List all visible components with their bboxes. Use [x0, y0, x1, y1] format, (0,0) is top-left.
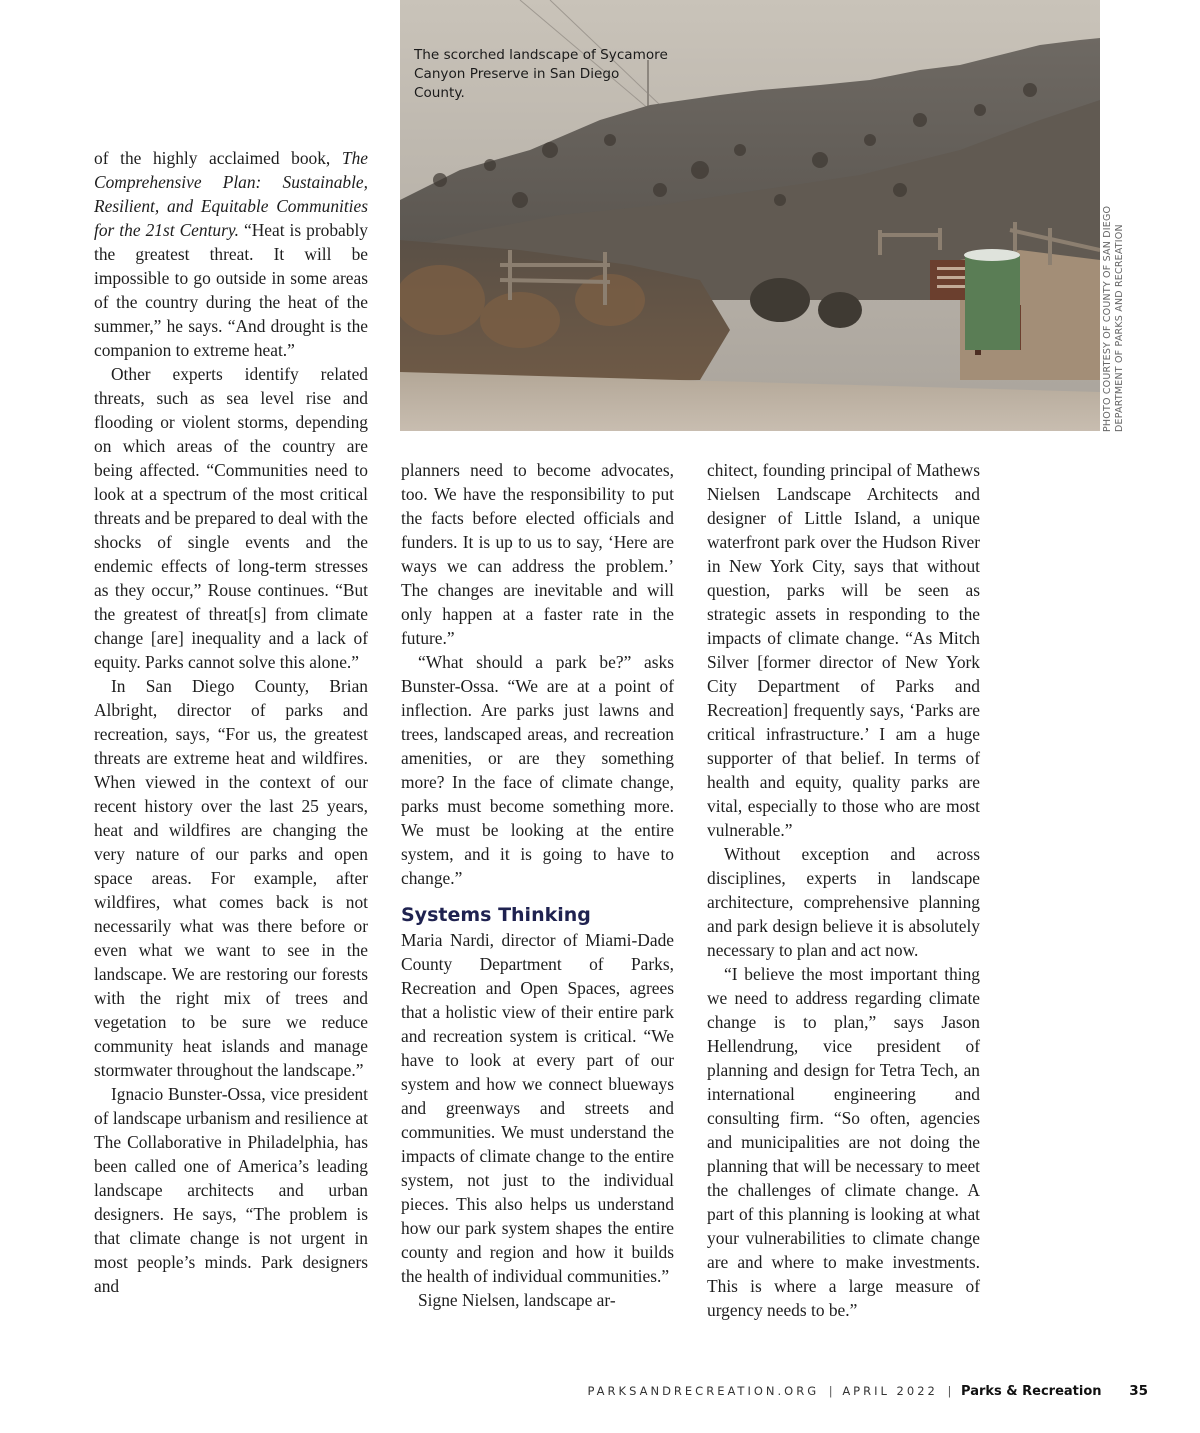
separator: | [947, 1384, 952, 1398]
paragraph [94, 146, 368, 362]
separator: | [828, 1384, 833, 1398]
text: “Heat is probably the greatest threat. It will be impossible to go outside in some areas of the country during the heat of the summer,” he says. “And drought is the companion to extreme heat.” [94, 220, 368, 360]
paragraph: In San Diego County, Brian Albright, director of parks and recreation, says, “For us, the greatest threats are extreme heat and wildfires. When viewed in the context of our recent history over the last 25 years, heat and wildfires are changing the very nature of our parks and open space areas. For example, after wildfires, what comes back is not necessarily what was there before or even what we want to see in the landscape. We are restoring our forests with the right mix of trees and vegetation to be sure we reduce community heat islands and manage stormwater throughout the landscape.” [94, 676, 368, 1080]
website-url: PARKSANDRECREATION.ORG [587, 1384, 820, 1398]
page-footer [587, 1383, 1148, 1399]
photo-caption: The scorched landscape of Sycamore Canyon Preserve in San Diego County. [414, 47, 668, 101]
article-photo [400, 0, 1100, 431]
photo-credit: PHOTO COURTESY OF COUNTY OF SAN DIEGO DEPARTMENT OF PARKS AND RECREATION [1102, 205, 1125, 432]
paragraph: Ignacio Bunster-Ossa, vice president of landscape urbanism and resilience at The Collaborative in Philadelphia, has been called one of America’s leading landscape architects and urban designers. He says, “The problem is that climate change is not urgent in most people’s minds. Park designers and [94, 1084, 368, 1296]
magazine-name: Parks & Recreation [961, 1384, 1102, 1399]
issue-date: APRIL 2022 [842, 1384, 938, 1398]
paragraph: chitect, founding principal of Mathews Nielsen Landscape Architects and designer of Little Island, a unique waterfront park over the Hudson River in New York City, says that without question, parks will be seen as strategic assets in responding to the impacts of climate change. “As Mitch Silver [former director of New York City Department of Parks and Recreation] frequently says, ‘Parks are critical infrastructure.’ I am a huge supporter of that belief. In terms of health and equity, quality parks are vital, especially to those who are most vulnerable.” [707, 460, 980, 840]
page-number: 35 [1129, 1383, 1148, 1399]
paragraph: Other experts identify related threats, such as sea level rise and flooding or violent storms, depending on which areas of the country are being affected. “Communities need to look at a spectrum of the most critical threats and be prepared to deal with the shocks of single events and the endemic effects of long-term stresses as they occur,” Rouse continues. “But the greatest of threat[s] from climate change [are] inequality and a lack of equity. Parks cannot solve this alone.” [94, 364, 368, 672]
paragraph: planners need to become advocates, too. We have the responsibility to put the facts before elected officials and funders. It is up to us to say, ‘Here are ways we can address the problem.’ The changes are inevitable and will only happen at a faster rate in the future.” [401, 460, 674, 648]
section-heading: Systems Thinking [401, 904, 591, 926]
paragraph: Maria Nardi, director of Miami-Dade County Department of Parks, Recreation and Open Spaces, agrees that a holistic view of their entire park and recreation system is critical. “We have to look at every part of our system and how we connect blueways and greenways and streets and communities. We must understand the impacts of climate change to the entire system, not just to the individual pieces. This also helps us understand how our park system shapes the entire county and region and how it builds the health of individual communities.” [401, 930, 674, 1286]
article-column-3 [707, 458, 980, 1322]
paragraph: Without exception and across disciplines, experts in landscape architecture, comprehensive planning and park design believe it is absolutely necessary to plan and act now. [707, 844, 980, 960]
paragraph: “I believe the most important thing we need to address regarding climate change is to plan,” says Jason Hellendrung, vice president of planning and design for Tetra Tech, an international engineering and consulting firm. “So often, agencies and municipalities are not doing the planning that will be necessary to meet the challenges of climate change. A part of this planning is looking at what your vulnerabilities to climate change are and where to make investments. This is where a large measure of urgency needs to be.” [707, 964, 980, 1320]
article-column-2 [401, 458, 674, 1312]
paragraph: “What should a park be?” asks Bunster-Ossa. “We are at a point of inflection. Are parks just lawns and trees, landscaped areas, and recreation amenities, or are they something more? In the face of climate change, parks must become something more. We must be looking at the entire system, and it is going to have to change.” [401, 652, 674, 888]
book-title: The Comprehensive Plan: Sustainable, Resilient, and Equitable Communities for the 21st Century. [94, 148, 368, 240]
article-column-1 [94, 146, 368, 1298]
text: of the highly acclaimed book, [94, 148, 342, 168]
paragraph: Signe Nielsen, landscape ar- [418, 1290, 616, 1310]
